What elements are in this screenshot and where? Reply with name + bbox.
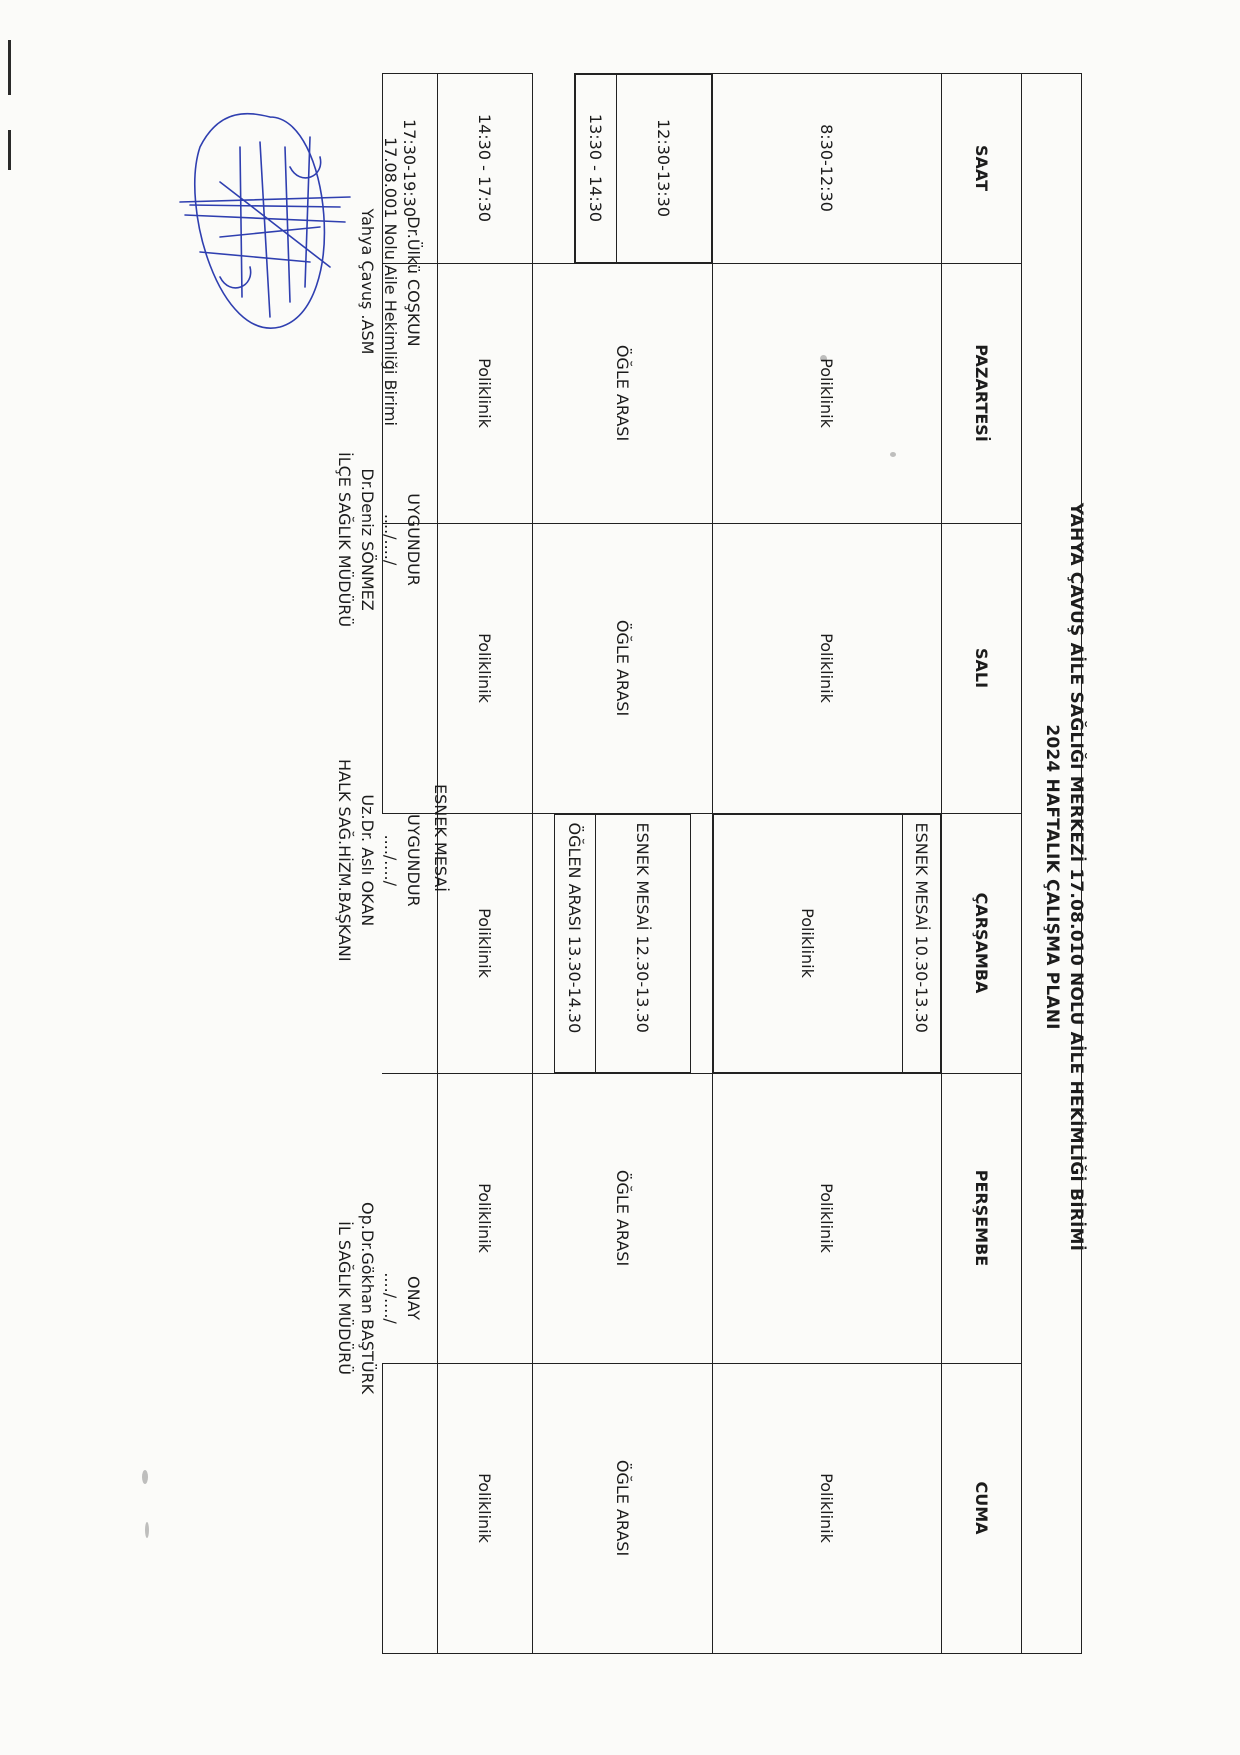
signer-title: HALK SAĞ.HİZM.BAŞKANI bbox=[335, 759, 354, 962]
col-pazartesi: PAZARTESİ bbox=[942, 263, 1022, 523]
binder-mark bbox=[8, 130, 11, 170]
col-persembe: PERŞEMBE bbox=[942, 1073, 1022, 1363]
approval-date: ..../..../ bbox=[381, 513, 400, 566]
cell-sali: Poliklinik bbox=[713, 523, 942, 813]
carsamba-split bbox=[713, 814, 941, 1073]
col-saat: SAAT bbox=[942, 73, 1022, 263]
rotated-document bbox=[110, 17, 1150, 1737]
table-header-spacer bbox=[1082, 73, 1111, 1653]
approval-date: ..../..../ bbox=[381, 834, 400, 887]
time-cell: 14:30 - 17:30 bbox=[438, 73, 533, 263]
col-carsamba: ÇARŞAMBA bbox=[942, 813, 1022, 1073]
approval-status: UYGUNDUR bbox=[404, 493, 423, 586]
cell-carsamba bbox=[533, 813, 713, 1073]
time-label: 13:30 - 14:30 bbox=[576, 74, 617, 262]
poliklinik-label: Poliklinik bbox=[714, 814, 903, 1072]
signer-name: Op.Dr.Gökhan BAŞTÜRK bbox=[358, 1202, 377, 1395]
cell-carsamba: Poliklinik bbox=[438, 813, 533, 1073]
cell-persembe: Poliklinik bbox=[713, 1073, 942, 1363]
signer-asm: Yahya Çavuş .ASM bbox=[358, 208, 377, 355]
left-margin-cell bbox=[383, 35, 1111, 73]
cell-sali: Poliklinik bbox=[438, 523, 533, 813]
document-subtitle: 2024 HAFTALIK ÇALIŞMA PLANI bbox=[1042, 724, 1062, 1030]
signature-ilce bbox=[333, 452, 425, 627]
approval-status: ONAY bbox=[404, 1276, 423, 1321]
table-row bbox=[575, 35, 713, 1695]
signer-name: Dr.Deniz SÖNMEZ bbox=[358, 468, 377, 611]
approval-status: UYGUNDUR bbox=[404, 813, 423, 907]
cell-cuma bbox=[383, 1363, 438, 1653]
weekly-plan-table bbox=[382, 35, 1110, 1695]
signature-halk-sagligi bbox=[333, 759, 425, 962]
cell-cuma: Poliklinik bbox=[438, 1363, 533, 1653]
cell-cuma: Poliklinik bbox=[713, 1363, 942, 1653]
signature-il bbox=[333, 1202, 425, 1394]
cell-carsamba bbox=[713, 813, 942, 1073]
approval-date: ..../..../ bbox=[381, 1272, 400, 1324]
signer-title: İLÇE SAĞLIK MÜDÜRÜ bbox=[335, 452, 354, 628]
cell-cuma: ÖĞLE ARASI bbox=[533, 1363, 713, 1653]
cell-persembe: Poliklinik bbox=[438, 1073, 533, 1363]
cell-pazartesi: Poliklinik bbox=[713, 263, 942, 523]
time-label: 12:30-13:30 bbox=[617, 74, 712, 262]
esnek-mesai-morning: ESNEK MESAİ 10.30-13.30 bbox=[903, 814, 941, 1072]
signer-name: Dr.Ülkü COŞKUN bbox=[404, 216, 423, 347]
right-margin-cell bbox=[383, 1653, 1111, 1695]
col-cuma: CUMA bbox=[942, 1363, 1022, 1653]
document-title: YAHYA ÇAVUŞ AİLE SAĞLIĞI MERKEZİ 17.08.010 NOLU AİLE HEKİMLİĞİ BİRİMİ bbox=[1066, 502, 1086, 1252]
time-cell: 8:30-12:30 bbox=[713, 73, 942, 263]
time-cell: 17:30-19:30 bbox=[383, 73, 438, 263]
signer-name: Uz.Dr. Aslı OKAN bbox=[358, 794, 377, 927]
table-row bbox=[438, 35, 533, 1695]
esnek-mesai-noon: ESNEK MESAİ 12.30-13.30 bbox=[596, 814, 691, 1072]
binder-mark bbox=[8, 40, 11, 95]
col-sali: SALI bbox=[942, 523, 1022, 813]
time-split bbox=[575, 74, 712, 263]
time-cell bbox=[575, 73, 713, 263]
table-row bbox=[713, 35, 942, 1695]
carsamba-split bbox=[554, 814, 691, 1073]
cell-persembe: ÖĞLE ARASI bbox=[533, 1073, 713, 1363]
cell-sali: ÖĞLE ARASI bbox=[533, 523, 713, 813]
title-cell bbox=[1022, 73, 1082, 1653]
esnek-mesai-evening: ESNEK MESAİ bbox=[431, 784, 450, 892]
signer-title: İL SAĞLIK MÜDÜRÜ bbox=[335, 1221, 354, 1375]
signer-unit: 17.08.001 Nolu Aile Hekimliği Birimi bbox=[381, 137, 400, 426]
handwritten-signature bbox=[170, 87, 370, 347]
oglen-arasi: ÖĞLEN ARASI 13.30-14.30 bbox=[555, 814, 596, 1072]
cell-pazartesi: ÖĞLE ARASI bbox=[533, 263, 713, 523]
cell-pazartesi: Poliklinik bbox=[438, 263, 533, 523]
